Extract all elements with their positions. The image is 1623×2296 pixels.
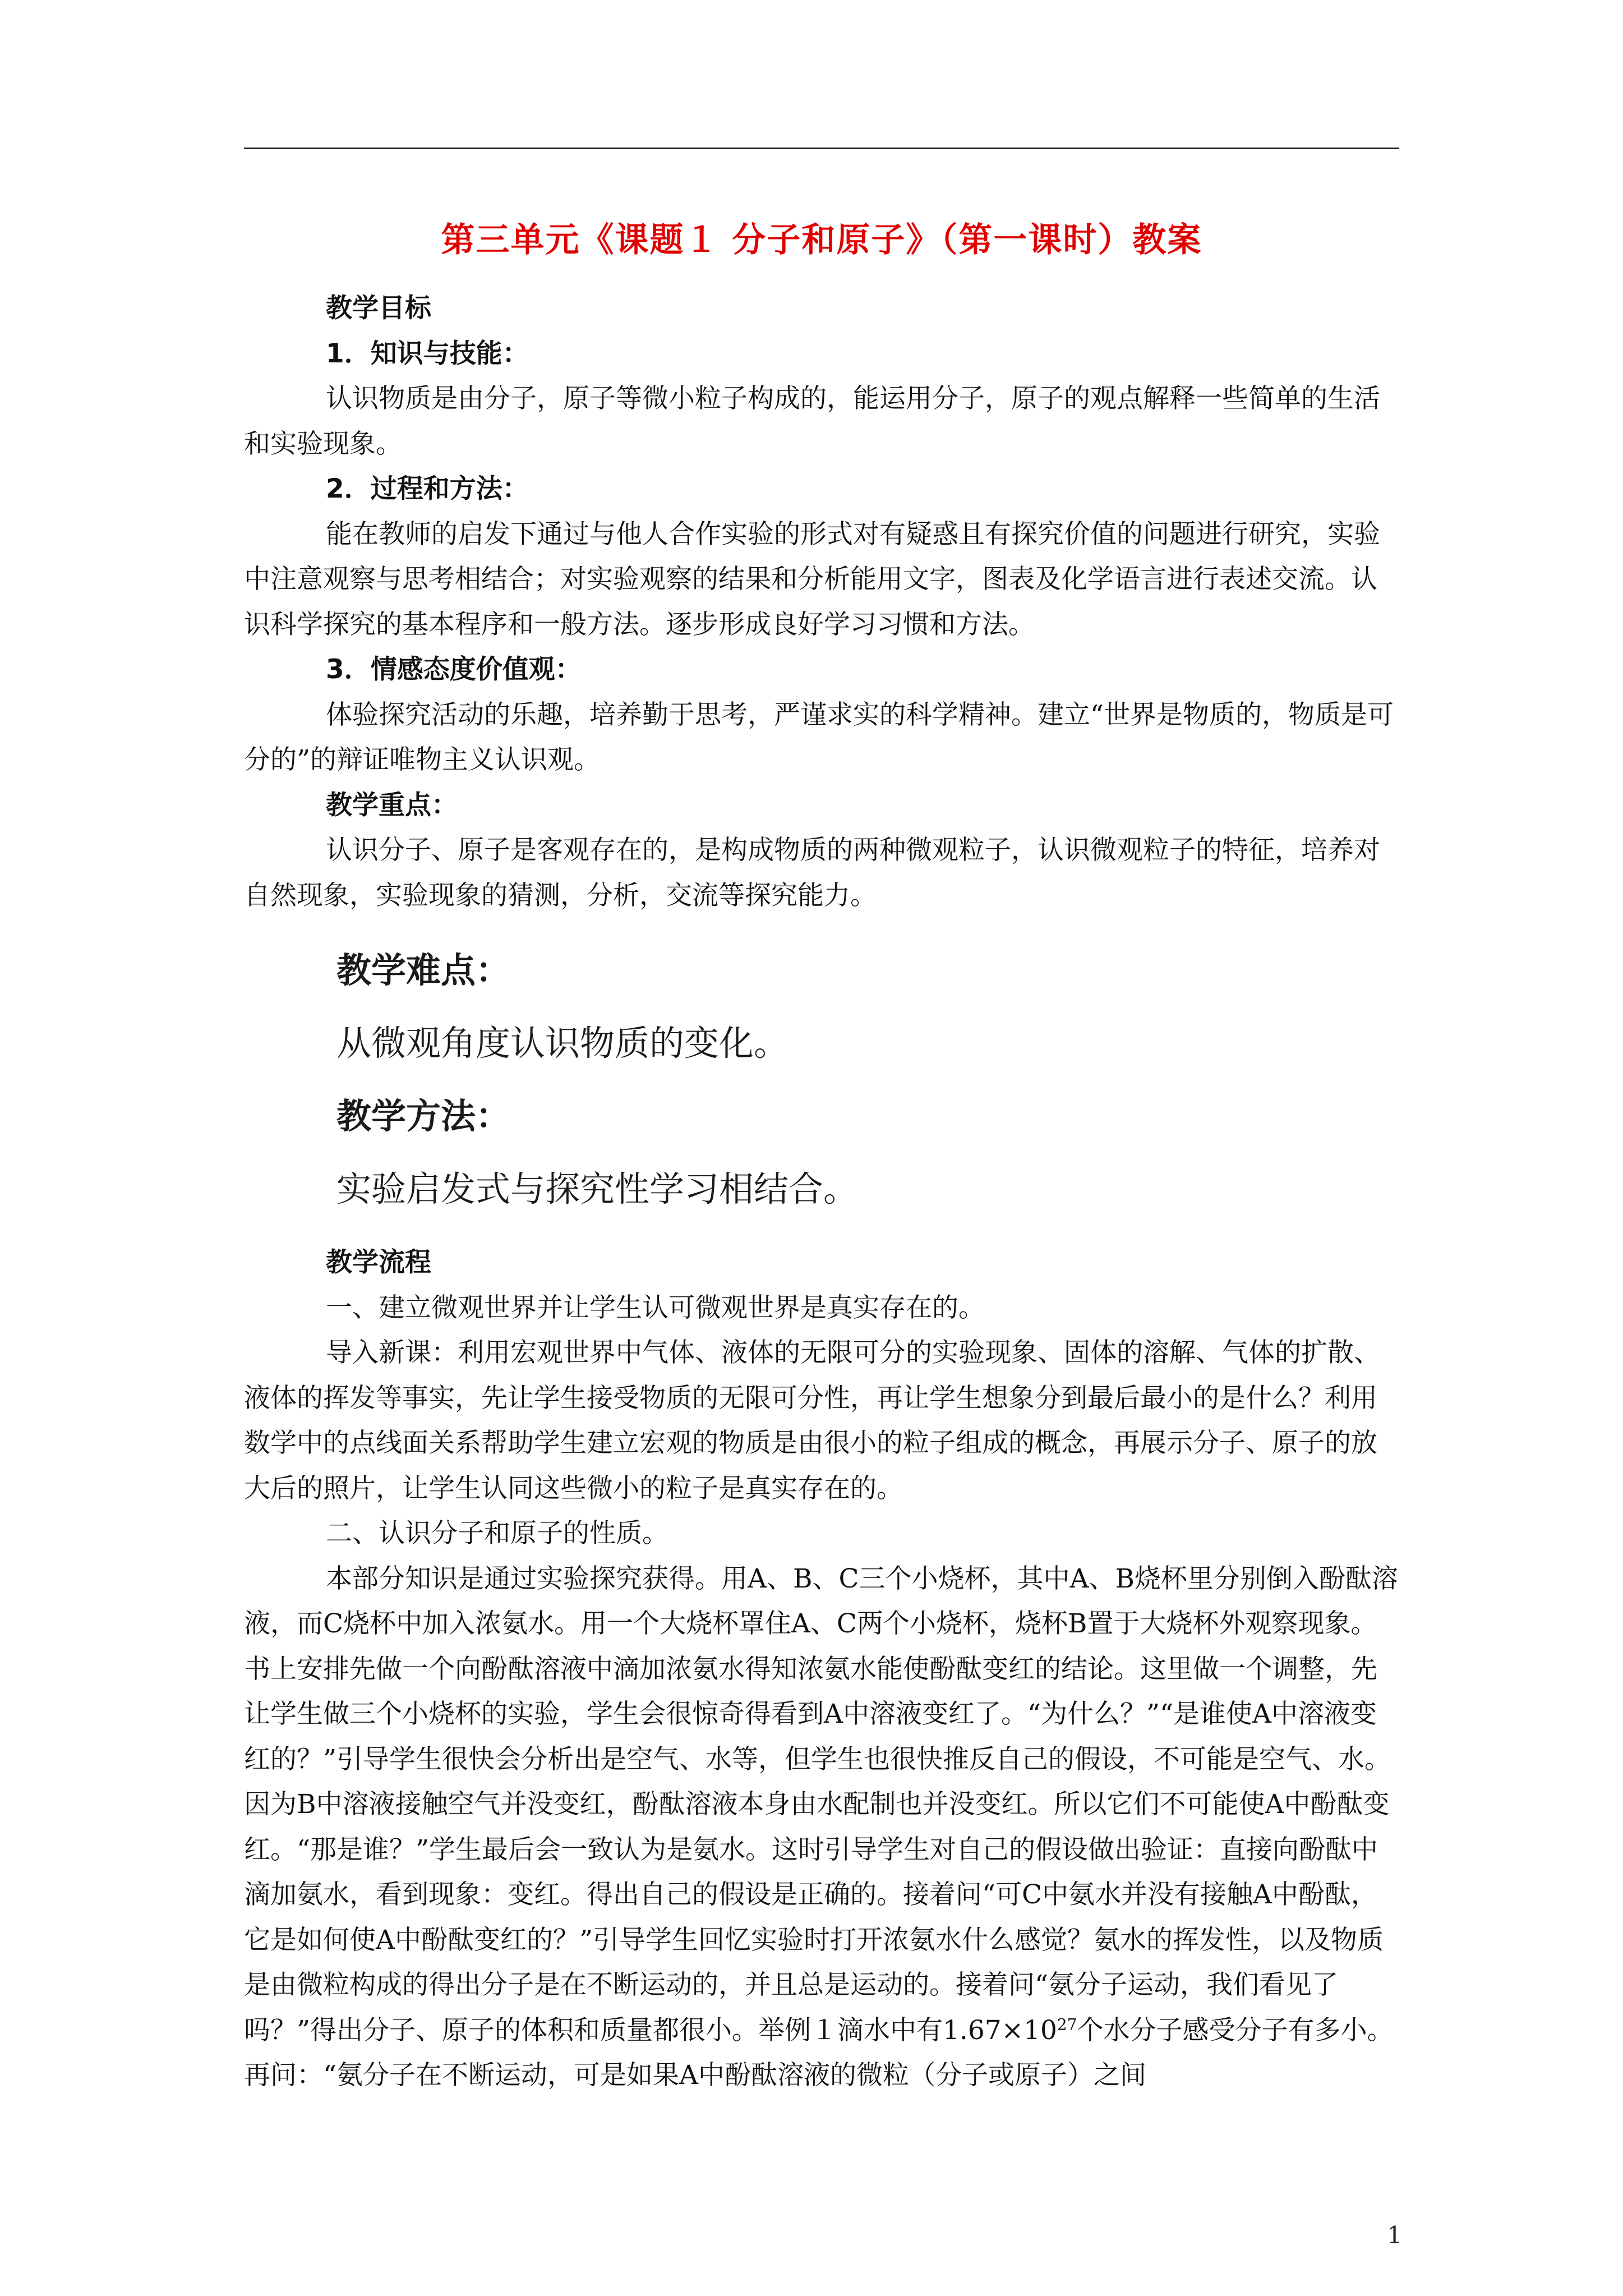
difficulty-text: 从微观角度认识物质的变化。 bbox=[336, 1023, 789, 1064]
method-text: 实验启发式与探究性学习相结合。 bbox=[336, 1168, 859, 1209]
goal3-text: 体验探究活动的乐趣，培养勤于思考，严谨求实的科学精神。建立“世界是物质的，物质是可分的”的辩证唯物主义认识观。 bbox=[244, 699, 1394, 775]
flow-section-2-text-a: 本部分知识是通过实验探究获得。用A、B、C三个小烧杯，其中A、B烧杯里分别倒入酚酞溶液，而C烧杯中加入浓氨水。用一个大烧杯罩住A、C两个小烧杯，烧杯B置于大烧杯外观察现象。书上安排先做一个向酚酞溶液中滴加浓氨水得知浓氨水能使酚酞变红的结论。这里做一个调整，先让学生做三个小烧杯的实验，学生会很惊奇得看到A中溶液变红了。“为什么？”“是谁使A中溶液变红的？”引导学生很快会分析出是空气、水等，但学生也很快推反自己的假设，不可能是空气、水。因为B中溶液接触空气并没变红，酚酞溶液本身由水配制也并没变红。所以它们不可能使A中酚酞变红。“那是谁？”学生最后会一致认为是氨水。这时引导学生对自己的假设做出验证：直接向酚酞中滴加氨水，看到现象：变红。得出自己的假设是正确的。接着问“可C中氨水并没有接触A中酚酞，它是如何使A中酚酞变红的？”引导学生回忆实验时打开浓氨水什么感觉？氨水的挥发性，以及物质是由微粒构成的得出分子是在不断运动的，并且总是运动的。接着问“氨分子运动，我们看见了吗？”得出分子、原子的体积和质量都很小。举例１滴水中有1.67×10 bbox=[244, 1563, 1398, 2046]
key-heading: 教学重点： bbox=[326, 789, 458, 821]
flow-section-2-text bbox=[244, 1557, 1399, 2099]
flow-heading: 教学流程 bbox=[326, 1247, 431, 1278]
goal1-heading: 1．知识与技能： bbox=[326, 338, 529, 369]
document-title: 第三单元《课题１ 分子和原子》（第一课时）教案 bbox=[441, 220, 1202, 260]
header-rule bbox=[244, 148, 1399, 149]
flow-section-1-text: 导入新课：利用宏观世界中气体、液体的无限可分的实验现象、固体的溶解、气体的扩散、液体的挥发等事实，先让学生接受物质的无限可分性，再让学生想象分到最后最小的是什么？利用数学中的点线面关系帮助学生建立宏观的物质是由很小的粒子组成的概念，再展示分子、原子的放大后的照片，让学生认同这些微小的粒子是真实存在的。 bbox=[244, 1337, 1380, 1504]
key-text: 认识分子、原子是客观存在的，是构成物质的两种微观粒子，认识微观粒子的特征，培养对自然现象，实验现象的猜测，分析，交流等探究能力。 bbox=[244, 835, 1380, 911]
goal3-heading: 3．情感态度价值观： bbox=[326, 654, 582, 685]
method-heading: 教学方法： bbox=[336, 1096, 511, 1137]
exponent: 27 bbox=[1057, 2014, 1077, 2033]
difficulty-heading: 教学难点： bbox=[336, 950, 511, 991]
goal2-text: 能在教师的启发下通过与他人合作实验的形式对有疑惑且有探究价值的问题进行研究，实验中注意观察与思考相结合；对实验观察的结果和分析能用文字，图表及化学语言进行表述交流。认识科学探究的基本程序和一般方法。逐步形成良好学习习惯和方法。 bbox=[244, 518, 1380, 640]
page-number: 1 bbox=[1387, 2221, 1402, 2249]
embedded-image-block bbox=[244, 934, 1399, 1226]
goals-heading: 教学目标 bbox=[326, 293, 431, 324]
goal1-text: 认识物质是由分子，原子等微小粒子构成的，能运用分子，原子的观点解释一些简单的生活和实验现象。 bbox=[244, 383, 1380, 459]
flow-section-2-text-b: 个水分子感受分子有多小。再问：“氨分子在不断运动，可是如果A中酚酞溶液的微粒（分子或原子）之间 bbox=[244, 2014, 1394, 2091]
goal2-heading: 2．过程和方法： bbox=[326, 473, 529, 504]
document-body bbox=[244, 286, 1399, 2099]
flow-section-2: 二、认识分子和原子的性质。 bbox=[326, 1518, 668, 1549]
flow-section-1: 一、建立微观世界并让学生认可微观世界是真实存在的。 bbox=[326, 1292, 985, 1323]
